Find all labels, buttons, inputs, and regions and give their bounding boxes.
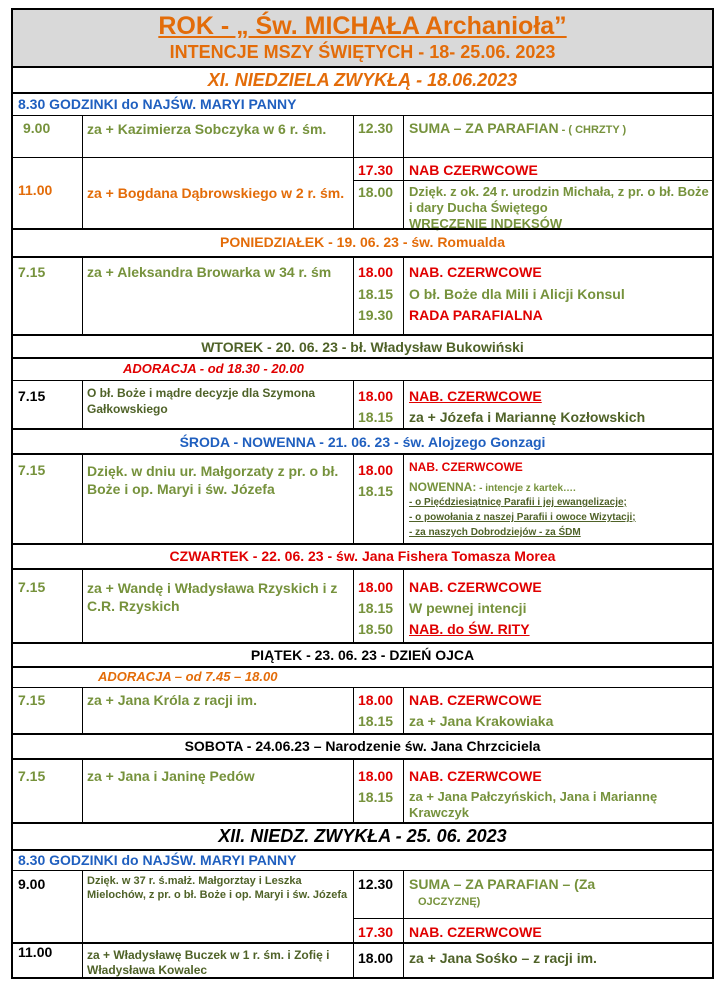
- mass-time: 18.50: [358, 621, 394, 637]
- mass-time: 17.30: [358, 924, 394, 940]
- mass-time: 18.15: [358, 409, 394, 425]
- divider: [13, 228, 712, 230]
- saturday-heading: SOBOTA - 24.06.23 – Narodzenie św. Jana Chrzciciela: [184, 738, 541, 754]
- divider: [13, 92, 712, 94]
- mass-time: 18.00: [358, 768, 394, 784]
- column-line: [82, 453, 83, 543]
- mass-intention: [409, 184, 709, 232]
- novena-item: - o powołania z naszej Parafii i owoce Wizytacji;: [409, 512, 636, 523]
- mass-time: 18.00: [358, 692, 394, 708]
- mass-intention: za + Jana i Janinę Pedów: [87, 768, 255, 784]
- mass-time: 18.15: [358, 286, 394, 302]
- mass-intention: za + Bogdana Dąbrowskiego w 2 r. śm.: [87, 185, 345, 201]
- novena-intro: - intencje z kartek….: [476, 483, 576, 494]
- mass-time: 11.00: [18, 944, 53, 960]
- column-line: [353, 758, 354, 822]
- column-line: [353, 870, 354, 977]
- mass-time: 18.15: [358, 483, 394, 499]
- mass-intention: O bł. Boże dla Mili i Alicji Konsul: [409, 286, 625, 302]
- mass-intention: Dzięk. w 37 r. ś.małż. Małgorztay i Leszka Mielochów, z pr. o bł. Boże i op. Maryi i św. Józefa: [87, 875, 348, 901]
- mass-time: 18.00: [358, 579, 394, 595]
- divider: [13, 66, 712, 68]
- column-line: [403, 870, 404, 977]
- tuesday-heading: WTOREK - 20. 06. 23 - bł. Władysław Bukowiński: [201, 339, 524, 355]
- wednesday-heading: ŚRODA - NOWENNA - 21. 06. 23 - św. Alojzego Gonzagi: [179, 434, 546, 450]
- intentions-table: [11, 8, 714, 979]
- mass-time: 7.15: [18, 579, 46, 595]
- mass-time: 9.00: [23, 120, 51, 136]
- mass-intention: za + Kazimierza Sobczyka w 6 r. śm.: [87, 121, 327, 137]
- mass-time: 18.00: [358, 462, 394, 478]
- page-subtitle: INTENCJE MSZY ŚWIĘTYCH - 18- 25.06. 2023: [169, 42, 556, 62]
- mass-intention: za + Aleksandra Browarka w 34 r. śm: [87, 264, 332, 280]
- divider: [13, 687, 712, 688]
- column-line: [353, 568, 354, 642]
- mass-intention-main: SUMA – ZA PARAFIAN: [409, 120, 559, 136]
- mass-intention: za + Jana Sośko – z racji im.: [409, 950, 597, 966]
- column-line: [353, 115, 354, 228]
- divider: [13, 453, 712, 455]
- column-line: [353, 256, 354, 334]
- mass-time: 7.15: [18, 264, 46, 280]
- mass-intention: NAB CZERWCOWE: [409, 162, 538, 178]
- tuesday-adoration: ADORACJA - od 18.30 - 20.00: [123, 361, 304, 376]
- column-line: [353, 380, 354, 428]
- mass-time: 18.00: [358, 950, 394, 966]
- divider: [13, 666, 712, 668]
- mass-intention: za + Władysławę Buczek w 1 r. śm. i Zofię i Władysława Kowalec: [87, 948, 330, 977]
- divider: [13, 428, 712, 430]
- sunday2-heading: XII. NIEDZ. ZWYKŁA - 25. 06. 2023: [218, 826, 507, 846]
- mass-time: 18.00: [358, 264, 394, 280]
- divider: [13, 758, 712, 760]
- mass-time: 12.30: [358, 876, 394, 892]
- mass-time: 7.15: [18, 388, 46, 404]
- mass-intention: O bł. Boże i mądre decyzje dla Szymona Gałkowskiego: [87, 386, 316, 416]
- page-title: ROK - „ Św. MICHAŁA Archanioła”: [158, 12, 567, 40]
- column-line: [403, 687, 404, 733]
- column-line: [82, 568, 83, 642]
- sunday2-note: 8.30 GODZINKI do NAJŚW. MARYI PANNY: [18, 852, 297, 868]
- divider: [13, 870, 712, 871]
- mass-intention: NAB. CZERWCOWE: [409, 460, 523, 474]
- divider: [13, 543, 712, 545]
- mass-time: 7.15: [18, 768, 46, 784]
- mass-intention-extra: OJCZYZNĘ): [418, 896, 481, 908]
- mass-intention: SUMA – ZA PARAFIAN – (Za: [409, 876, 596, 892]
- column-line: [403, 380, 404, 428]
- column-line: [82, 758, 83, 822]
- divider: [13, 849, 712, 851]
- mass-time: 18.15: [358, 713, 394, 729]
- sunday1-note: 8.30 GODZINKI do NAJŚW. MARYI PANNY: [18, 96, 297, 112]
- mass-intention: NAB. CZERWCOWE: [409, 264, 542, 280]
- column-line: [403, 758, 404, 822]
- divider: [13, 642, 712, 644]
- divider: [13, 334, 712, 336]
- mass-time: 17.30: [358, 162, 394, 178]
- mass-intention: [409, 120, 626, 136]
- divider: [353, 918, 712, 919]
- column-line: [403, 115, 404, 228]
- column-line: [82, 380, 83, 428]
- divider: [13, 115, 712, 116]
- mass-intention: za + Jana Krakowiaka: [409, 713, 554, 729]
- monday-heading: PONIEDZIAŁEK - 19. 06. 23 - św. Romualda: [220, 234, 505, 250]
- novena-label: NOWENNA:: [409, 480, 477, 494]
- mass-time: 9.00: [18, 876, 46, 892]
- divider: [13, 380, 712, 381]
- column-line: [82, 256, 83, 334]
- column-line: [82, 115, 83, 228]
- column-line: [403, 256, 404, 334]
- mass-time: 18.00: [358, 388, 394, 404]
- divider: [13, 568, 712, 570]
- divider: [13, 822, 712, 824]
- column-line: [403, 453, 404, 543]
- mass-intention-main: Dzięk. z ok. 24 r. urodzin Michała, z pr. o bł. Boże i dary Ducha Świętego: [409, 184, 709, 215]
- thursday-heading: CZWARTEK - 22. 06. 23 - św. Jana Fishera Tomasza Morea: [169, 548, 556, 564]
- mass-intention-extra: - ( CHRZTY ): [558, 124, 627, 136]
- sunday1-heading: XI. NIEDZIELA ZWYKŁĄ - 18.06.2023: [207, 70, 518, 90]
- mass-time: 18.15: [358, 789, 394, 805]
- mass-intention: NAB. CZERWCOWE: [409, 924, 542, 940]
- mass-intention: NAB. CZERWCOWE: [409, 579, 542, 595]
- mass-time: 12.30: [358, 120, 394, 136]
- column-line: [353, 453, 354, 543]
- divider: [13, 357, 712, 359]
- mass-intention: NAB. CZERWCOWE: [409, 692, 542, 708]
- novena-item: - za naszych Dobrodziejów - za ŚDM: [409, 527, 581, 538]
- novena-line: [409, 480, 576, 494]
- mass-intention: za + Jana Pałczyńskich, Jana i Mariannę Krawczyk: [409, 789, 658, 820]
- mass-time: 7.15: [18, 462, 46, 478]
- divider: [13, 733, 712, 735]
- column-line: [403, 568, 404, 642]
- mass-intention: za + Jana Króla z racji im.: [87, 692, 258, 708]
- mass-intention: W pewnej intencji: [409, 600, 527, 616]
- mass-intention: NAB. do ŚW. RITY: [409, 621, 530, 637]
- mass-time: 11.00: [18, 182, 53, 198]
- column-line: [353, 687, 354, 733]
- mass-intention: NAB. CZERWCOWE: [409, 388, 542, 404]
- divider: [13, 256, 712, 258]
- column-line: [82, 870, 83, 977]
- mass-intention: za + Wandę i Władysława Rzyskich i z C.R. Rzyskich: [87, 580, 338, 614]
- mass-time: 19.30: [358, 307, 394, 323]
- friday-adoration: ADORACJA – od 7.45 – 18.00: [98, 669, 278, 684]
- mass-intention: za + Józefa i Mariannę Kozłowskich: [409, 409, 646, 425]
- mass-intention: Dzięk. w dniu ur. Małgorzaty z pr. o bł. Boże i op. Maryi i św. Józefa: [87, 463, 339, 497]
- mass-intention-extra: WRĘCZENIE INDEKSÓW: [409, 216, 563, 231]
- mass-intention: NAB. CZERWCOWE: [409, 768, 542, 784]
- mass-time: 18.00: [358, 184, 394, 200]
- mass-intention: RADA PARAFIALNA: [409, 307, 543, 323]
- novena-item: - o Pięćdziesiątnicę Parafii i jej ewangelizacje;: [409, 497, 627, 508]
- column-line: [82, 687, 83, 733]
- divider: [353, 180, 712, 181]
- mass-time: 18.15: [358, 600, 394, 616]
- friday-heading: PIĄTEK - 23. 06. 23 - DZIEŃ OJCA: [250, 647, 475, 663]
- mass-time: 7.15: [18, 692, 46, 708]
- divider: [13, 157, 712, 158]
- divider: [13, 942, 712, 944]
